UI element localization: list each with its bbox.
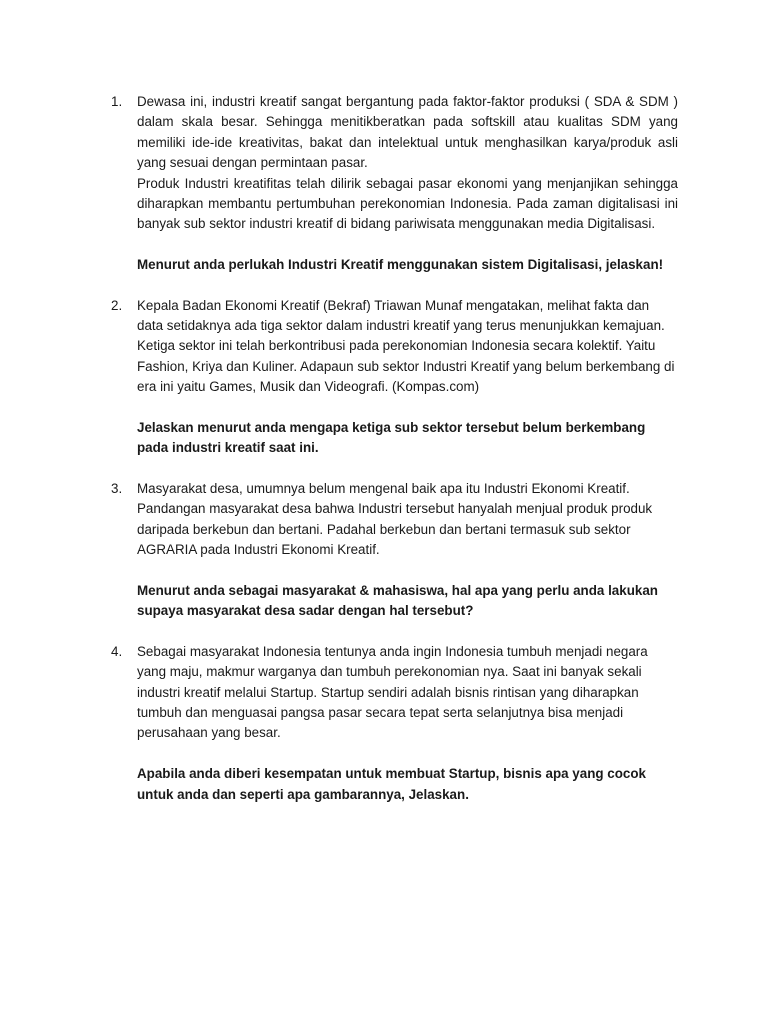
item-paragraph: Kepala Badan Ekonomi Kreatif (Bekraf) Triawan Munaf mengatakan, melihat fakta dan data setidaknya ada tiga sektor dalam industri kreatif yang terus menunjukkan kemajuan. Ketiga sektor ini telah berkontribusi pada perekonomian Indonesia secara kolektif. Yaitu Fashion, Kriya dan Kuliner. Adapaun sub sektor Industri Kreatif yang belum berkembang di era ini yaitu Games, Musik dan Videografi. (Kompas.com) <box>137 297 675 395</box>
question-item-1 <box>111 92 678 276</box>
item-number: 1. <box>111 94 123 109</box>
question-item-2 <box>111 296 678 459</box>
question-item-3 <box>111 479 678 622</box>
item-paragraph: Sebagai masyarakat Indonesia tentunya anda ingin Indonesia tumbuh menjadi negara yang maju, makmur warganya dan tumbuh perekonomian nya. Saat ini banyak sekali industri kreatif melalui Startup. Startup sendiri adalah bisnis rintisan yang diharapkan tumbuh dan menguasai pangsa pasar secara tepat serta selanjutnya bisa menjadi perusahaan yang besar. <box>137 643 648 741</box>
item-number: 3. <box>111 480 123 496</box>
item-paragraph: Masyarakat desa, umumnya belum mengenal baik apa itu Industri Ekonomi Kreatif. Pandangan masyarakat desa bahwa Industri tersebut hanyalah menjual produk produk daripada berkebun dan bertani. Padahal berkebun dan bertani termasuk sub sektor AGRARIA pada Industri Ekonomi Kreatif. <box>137 480 653 558</box>
item-number: 2. <box>111 297 123 313</box>
item-question: Menurut anda perlukah Industri Kreatif menggunakan sistem Digitalisasi, jelaskan! <box>137 257 664 273</box>
item-paragraph: Produk Industri kreatifitas telah dilirik sebagai pasar ekonomi yang menjanjikan sehingga diharapkan membantu pertumbuhan perekonomian Indonesia. Pada zaman digitalisasi ini banyak sub sektor industri kreatif di bidang pariwisata menggunakan media Digitalisasi. <box>137 175 678 232</box>
item-question: Jelaskan menurut anda mengapa ketiga sub sektor tersebut belum berkembang pada industri kreatif saat ini. <box>137 420 646 456</box>
question-item-4 <box>111 642 678 805</box>
item-paragraph: Dewasa ini, industri kreatif sangat bergantung pada faktor-faktor produksi ( SDA & SDM ) dalam skala besar. Sehingga menitikberatkan pada softskill atau kualitas SDM yang memiliki ide-ide kreativitas, bakat dan intelektual untuk menghasilkan karya/produk asli yang sesuai dengan permintaan pasar. <box>137 94 678 171</box>
item-number: 4. <box>111 643 123 659</box>
question-list <box>111 92 678 805</box>
item-question: Menurut anda sebagai masyarakat & mahasiswa, hal apa yang perlu anda lakukan supaya masyarakat desa sadar dengan hal tersebut? <box>137 582 658 619</box>
item-question: Apabila anda diberi kesempatan untuk membuat Startup, bisnis apa yang cocok untuk anda dan seperti apa gambarannya, Jelaskan. <box>137 766 646 802</box>
